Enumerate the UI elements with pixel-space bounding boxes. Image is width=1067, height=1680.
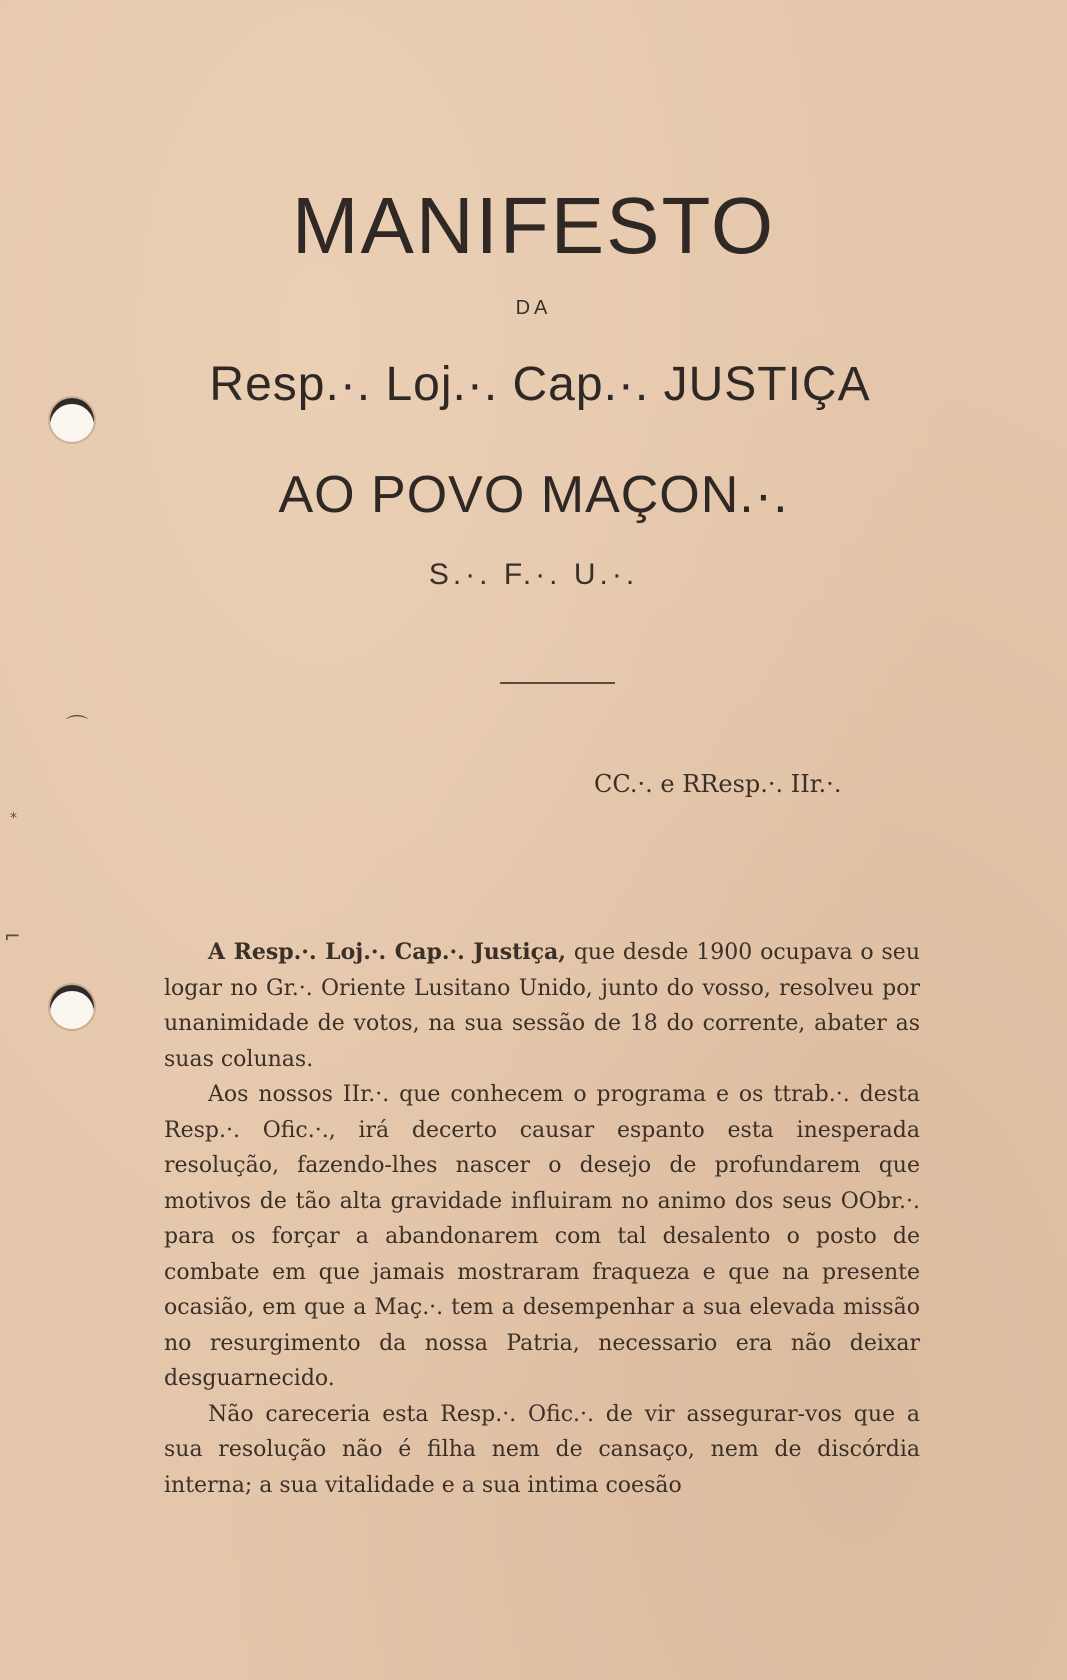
punch-hole-top — [50, 398, 94, 442]
greeting-initials: S.·. F.·. U.·. — [428, 558, 639, 591]
paragraph-1 — [164, 935, 920, 1077]
divider-rule — [500, 682, 615, 684]
paragraph-3: Não careceria esta Resp.·. Ofic.·. de vir assegurar-vos que a sua resolução não é filha nem de cansaço, nem de discórdia interna; a sua vitalidade e a sua intima coesão — [164, 1401, 920, 1498]
salutation: CC.·. e RResp.·. IIr.·. — [594, 770, 842, 798]
body-text — [164, 935, 920, 1503]
paragraph-2: Aos nossos IIr.·. que conhecem o programa e os ttrab.·. desta Resp.·. Ofic.·., irá decerto causar espanto esta inesperada resolução, fazendo-lhes nascer o desejo de profundarem que motivos de tão alta gravidade influiram no animo dos seus OObr.·. para os forçar a abandonarem com tal desalento o posto de combate em que jamais mostraram fraqueza e que na presente ocasião, em que a Maç.·. tem a desempenhar a sua elevada missão no resurgimento da nossa Patria, necessario era não deixar desguarnecido. — [164, 1082, 920, 1391]
stain-mark: ⁎ — [10, 806, 17, 822]
addressee-heading: AO POVO MAÇON.·. — [278, 466, 789, 524]
lodge-name: Resp.·. Loj.·. Cap.·. JUSTIÇA — [209, 358, 871, 411]
title-connector: DA — [515, 297, 552, 319]
punch-hole-bottom — [50, 985, 94, 1029]
document-title: MANIFESTO — [291, 181, 776, 270]
paragraph-1-lead: A Resp.·. Loj.·. Cap.·. Justiça, — [208, 939, 566, 965]
paragraph-1-text: que desde 1900 ocupava o seu logar no Gr.·. Oriente Lusitano Unido, junto do vosso, resolveu por unanimidade de votos, na sua sessão de 18 do corrente, abater as suas colunas. — [164, 940, 920, 1072]
stain-mark: ⌐ — [4, 924, 21, 948]
stain-mark: ⌒ — [66, 715, 89, 740]
